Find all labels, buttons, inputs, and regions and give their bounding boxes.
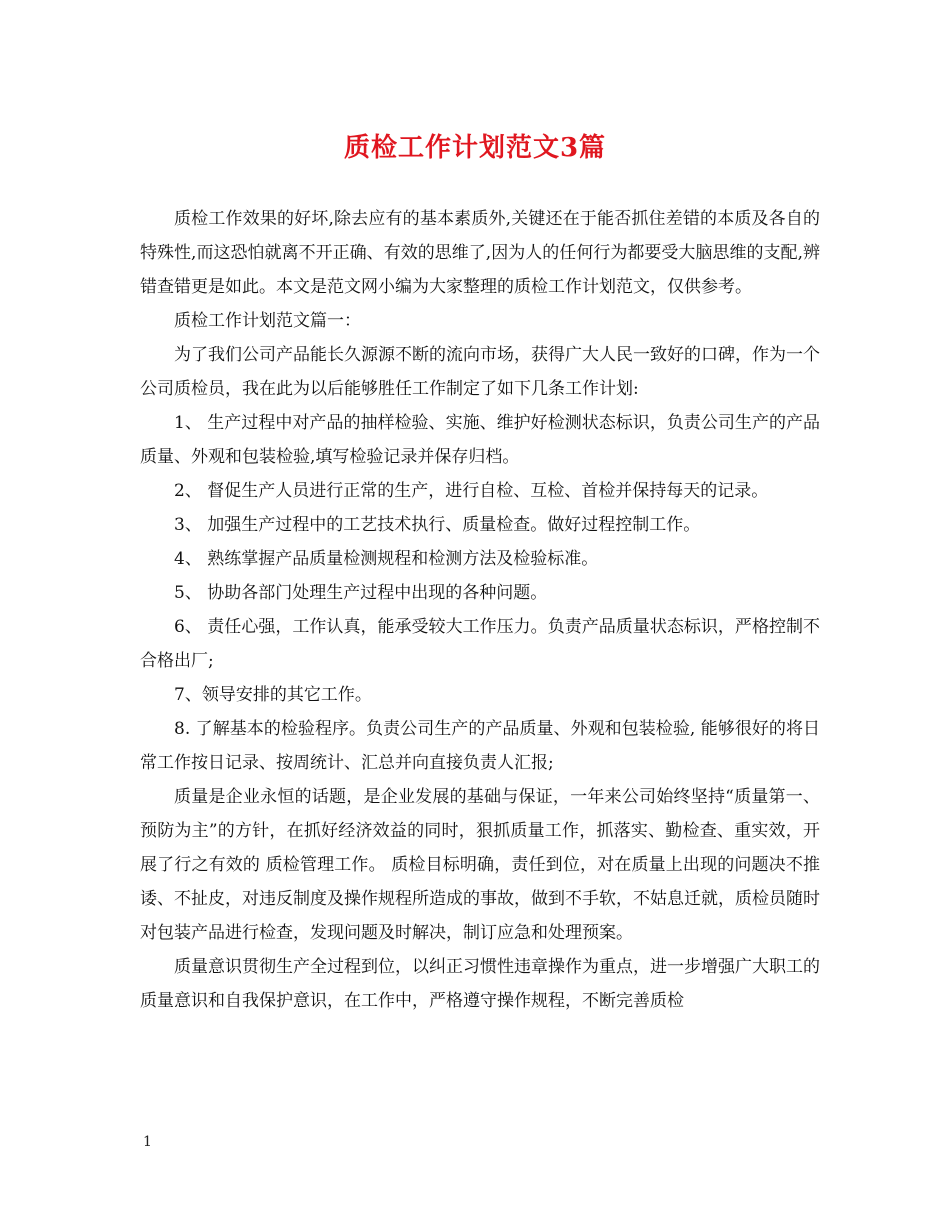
paragraph-purpose: 为了我们公司产品能长久源源不断的流向市场，获得广大人民一致好的口碑，作为一个公司质检员，我在此为以后能够胜任工作制定了如下几条工作计划: bbox=[140, 345, 820, 399]
paragraph-awareness: 质量意识贯彻生产全过程到位，以纠正习惯性违章操作为重点，进一步增强广大职工的质量意识和自我保护意识，在工作中，严格遵守操作规程，不断完善质检 bbox=[140, 957, 820, 1011]
list-item-7: 7、领导安排的其它工作。 bbox=[174, 685, 372, 705]
list-item-3: 3、 加强生产过程中的工艺技术执行、质量检查。做好过程控制工作。 bbox=[174, 515, 701, 535]
list-item-1: 1、 生产过程中对产品的抽样检验、实施、维护好检测状态标识，负责公司生产的产品质量、外观和包装检验,填写检验记录并保存归档。 bbox=[140, 413, 820, 467]
list-item-5: 5、 协助各部门处理生产过程中出现的各种问题。 bbox=[174, 583, 548, 603]
paragraph-quality: 质量是企业永恒的话题，是企业发展的基础与保证，一年来公司始终坚持“质量第一、预防为主”的方针，在抓好经济效益的同时，狠抓质量工作，抓落实、勤检查、重实效，开展了行之有效的 质检管理工作。 质检目标明确，责任到位，对在质量上出现的问题决不推诿、不扯皮，对违反制度及操作规程所造成的事故，做到不手软，不姑息迁就，质检员随时对包装产品进行检查，发现问题及时解决，制订应急和处理预案。 bbox=[140, 787, 820, 943]
list-item-8: 8. 了解基本的检验程序。负责公司生产的产品质量、外观和包装检验, 能够很好的将日常工作按日记录、按周统计、汇总并向直接负责人汇报; bbox=[140, 719, 820, 773]
document-title: 质检工作计划范文3篇 bbox=[343, 133, 607, 163]
list-item-6: 6、 责任心强，工作认真，能承受较大工作压力。负责产品质量状态标识，严格控制不合格出厂; bbox=[140, 617, 820, 671]
document-body bbox=[140, 202, 820, 1018]
list-item-4: 4、 熟练掌握产品质量检测规程和检测方法及检验标准。 bbox=[174, 549, 599, 569]
list-item-2: 2、 督促生产人员进行正常的生产，进行自检、互检、首检并保持每天的记录。 bbox=[174, 481, 769, 501]
paragraph-intro: 质检工作效果的好坏,除去应有的基本素质外,关键还在于能否抓住差错的本质及各自的特殊性,而这恐怕就离不开正确、有效的思维了,因为人的任何行为都要受大脑思维的支配,辨错查错更是如此。本文是范文网小编为大家整理的质检工作计划范文，仅供参考。 bbox=[140, 209, 820, 297]
page-number: 1 bbox=[143, 1134, 152, 1150]
paragraph-section-heading: 质检工作计划范文篇一： bbox=[174, 311, 361, 331]
